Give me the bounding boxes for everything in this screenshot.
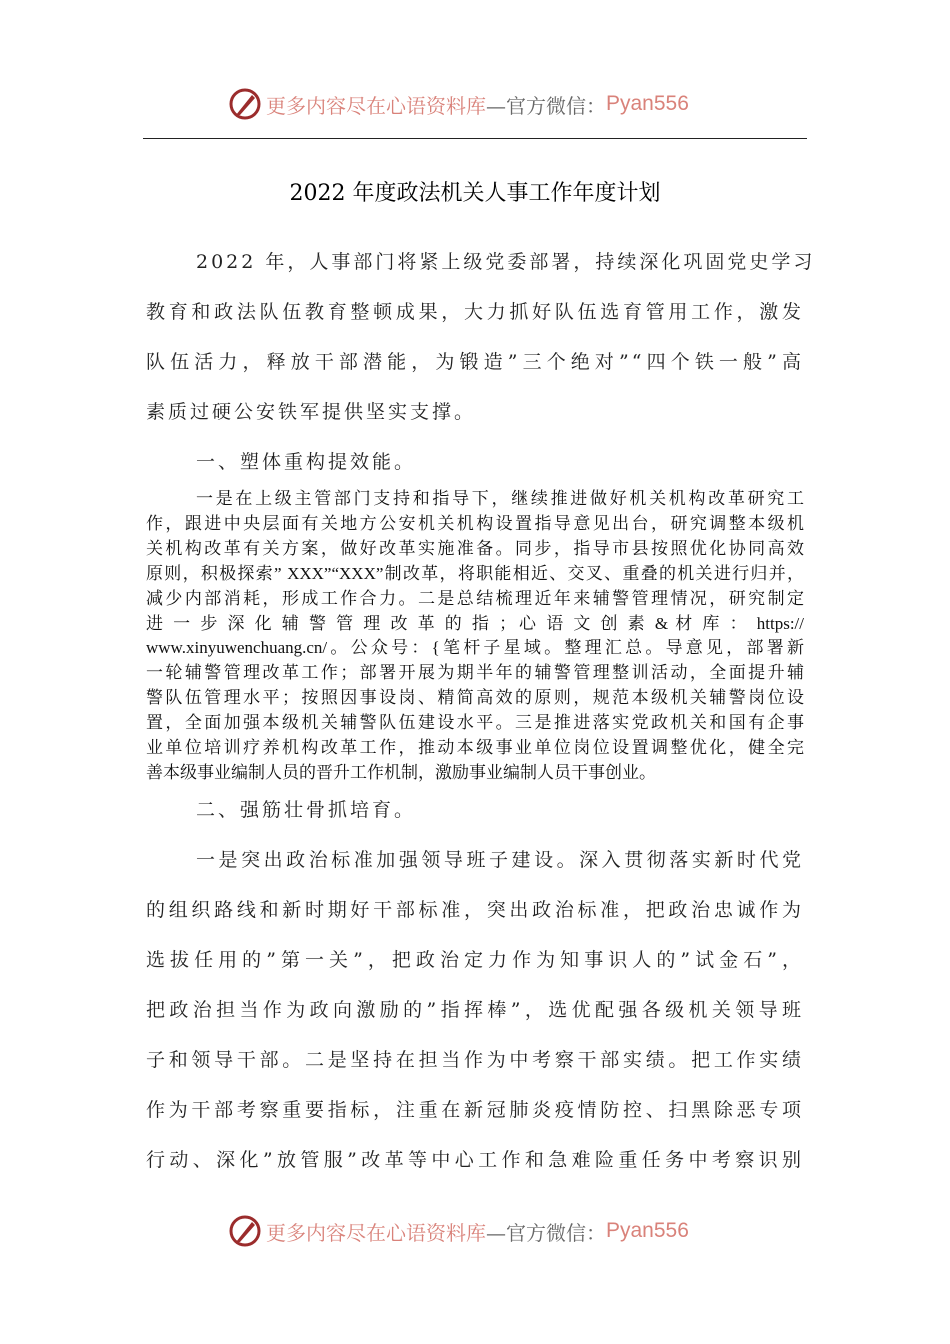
paragraph-line: 队伍活力，释放干部潜能，为锻造”三个绝对”“四个铁一般”高: [146, 351, 804, 373]
paragraph-line: 子和领导干部。二是坚持在担当作为中考察干部实绩。把工作实绩: [146, 1049, 804, 1071]
banner-text: 更多内容尽在心语资料库: [266, 1220, 486, 1245]
paragraph-line: 的组织路线和新时期好干部标准，突出政治标准，把政治忠诚作为: [146, 899, 804, 921]
paragraph-line: 一轮辅警管理改革工作；部署开展为期半年的辅警管理整训活动，全面提升辅: [146, 663, 804, 683]
paragraph-line: 减少内部消耗，形成工作合力。二是总结梳理近年来辅警管理情况，研究制定: [146, 588, 804, 608]
paragraph-line: 原则，积极探索” XXX”“XXX”制改革，将职能相近、交叉、重叠的机关进行归并，: [146, 563, 804, 583]
paragraph-line: 一是在上级主管部门支持和指导下，继续推进做好机关机构改革研究工: [196, 489, 804, 508]
paragraph-line: 善本级事业编制人员的晋升工作机制，激励事业编制人员干事创业。: [146, 762, 656, 782]
banner-text: 更多内容尽在心语资料库: [266, 93, 486, 118]
section-heading: 二、强筋壮骨抓培育。: [196, 799, 417, 821]
banner-wechat-label: —官方微信：: [486, 1220, 606, 1245]
paragraph-line: 作，跟进中央层面有关地方公安机关机构设置指导意见出台，研究调整本级机: [146, 513, 804, 533]
banner-wechat-id: Pyan556: [606, 1219, 689, 1242]
paragraph-line: 业单位培训疗养机构改革工作，推动本级事业单位岗位设置调整优化，健全完: [146, 738, 804, 757]
paragraph-line: 作为干部考察重要指标，注重在新冠肺炎疫情防控、扫黑除恶专项: [146, 1099, 804, 1121]
paragraph-line: 进 一 步 深 化 辅 警 管 理 改 革 的 指 ；心 语 文 创 素 & 材 库 ： https://: [146, 613, 804, 633]
paragraph-line: 警队伍管理水平；按照因事设岗、精简高效的原则，规范本级机关辅警岗位设: [146, 688, 804, 708]
paragraph-line: 2022 年，人事部门将紧上级党委部署，持续深化巩固党史学习: [196, 251, 816, 273]
document-title: 2022 年度政法机关人事工作年度计划: [289, 181, 661, 206]
paragraph-line: 选拔任用的”第一关”，把政治定力作为知事识人的”试金石”，: [146, 949, 804, 971]
paragraph-line: 置，全面加强本级机关辅警队伍建设水平。三是推进落实党政机关和国有企事: [146, 713, 804, 733]
paragraph-line: 素质过硬公安铁军提供坚实支撑。: [146, 401, 477, 423]
quill-logo-icon: [228, 1214, 262, 1248]
footer-watermark-banner: [228, 1213, 689, 1249]
quill-logo-icon: [228, 87, 262, 121]
banner-wechat-label: —官方微信：: [486, 93, 606, 118]
section-heading: 一、塑体重构提效能。: [196, 451, 417, 473]
header-divider: [143, 138, 807, 139]
paragraph-line: 把政治担当作为政向激励的”指挥棒”，选优配强各级机关领导班: [146, 999, 804, 1021]
paragraph-line: 关机构改革有关方案，做好改革实施准备。同步，指导市县按照优化协同高效: [146, 538, 804, 558]
paragraph-line: 教育和政法队伍教育整顿成果，大力抓好队伍选育管用工作，激发: [146, 301, 804, 323]
banner-wechat-id: Pyan556: [606, 92, 689, 115]
header-watermark-banner: [228, 86, 689, 122]
paragraph-line: 行动、深化”放管服”改革等中心工作和急难险重任务中考察识别: [146, 1149, 804, 1171]
paragraph-line: 一是突出政治标准加强领导班子建设。深入贯彻落实新时代党: [196, 849, 804, 871]
paragraph-line: www.xinyuwenchuang.cn/。公众号：{笔杆子星域。整理汇总。导意见，部署新: [146, 638, 804, 658]
